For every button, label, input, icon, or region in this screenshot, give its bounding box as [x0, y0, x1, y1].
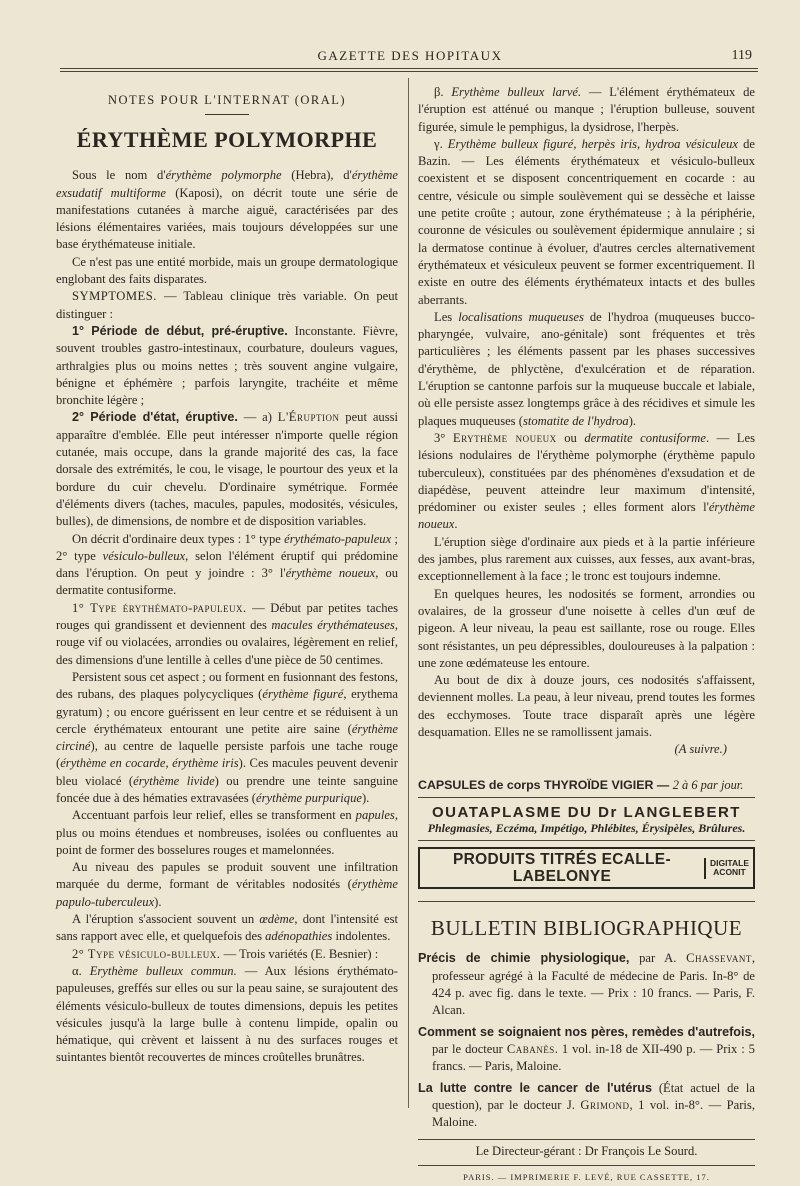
section-kicker: NOTES POUR L'INTERNAT (ORAL)	[107, 93, 347, 107]
paragraph-symptomes: SYMPTOMES. — Tableau clinique très variable. On peut distinguer :	[56, 289, 398, 321]
paragraph-nodosites: En quelques heures, les nodosités se forment, arrondies ou ovalaires, de la grosseur d'une noisette à celles d'un œuf de pigeon. A leur niveau, la peau est saillante, rose ou rouge. Elles sont résistantes, un peu dépressibles, douloureuses à la palpation : une zone œdémateuse les entoure.	[418, 586, 755, 670]
paragraph-definition: Ce n'est pas une entité morbide, mais un groupe dermatologique englobant des faits disparates.	[56, 254, 398, 287]
running-title: GAZETTE DES HOPITAUX	[317, 48, 503, 63]
paragraph-siege: L'éruption siège d'ordinaire aux pieds et à la partie inférieure des jambes, plus rarement aux cuisses, aux fesses, aux avant-bras, exceptionnellement à la face ; le tronc est toujours indemne.	[418, 534, 755, 584]
paragraph-types: On décrit d'ordinaire deux types : 1° type érythémato-papuleux ; 2° type vésiculo-bulleux, selon l'élément éruptif qui prédomine dans l'éruption. On peut y joindre : 3° l'érythème noueux, ou dermatite contusiforme.	[56, 531, 398, 598]
paragraph-papules: Accentuant parfois leur relief, elles se transforment en papules, plus ou moins étendues et nombreuses, isolées ou confluentes au point de former des bosselures rouges et mamelonnées.	[56, 808, 398, 857]
paragraph-intro: Sous le nom d'érythème polymorphe (Hebra), d'érythème exsudatif multiforme (Kaposi), on décrit toute une série de manifestations cutanées à marche aiguë, caractérisées par des lésions élémentaires variées, mais toujours développées sur une base érythémateuse initiale.	[56, 168, 399, 252]
left-column	[56, 84, 398, 1067]
symptomes-label: SYMPTOMES.	[72, 289, 157, 304]
ad-ecalle-labelonye	[418, 847, 755, 890]
biblio-entry: La lutte contre le cancer de l'utérus (État actuel de la question), par le docteur J. Grimond, 1 vol. in-8°. — Paris, Maloine.	[418, 1080, 755, 1130]
biblio-rule	[418, 901, 755, 902]
paragraph-gamma: γ. Erythème bulleux figuré, herpès iris, hydroa vésiculeux de Bazin. — Les éléments érythémateux et vésiculo-bulleux coexistent et se disposent concentriquement en cocarde : au centre, vésicule ou simple soulèvement qui se dessèche et laisse une petite croûte ; autour, zone érythémateuse ; à la périphérie, couronne de vésicules ou soulèvement épidermique annulaire ; si la dermatose continue à évoluer, d'autres cercles alternativement érythémateux et vésiculeux peuvent se former excentriquement. Il existe en outre des éléments érythémateux intacts et des bulles aberrants.	[418, 136, 755, 307]
article-title: ÉRYTHÈME POLYMORPHE	[76, 127, 378, 153]
paragraph-oedeme: A l'éruption s'associent souvent un œdème, dont l'intensité est sans rapport avec elle, et quelquefois des adénopathies indolentes.	[56, 912, 398, 944]
imprimerie-line: PARIS. — IMPRIMERIE F. LEVÉ, RUE CASSETTE, 17.	[418, 1165, 755, 1186]
paragraph-periode-debut: 1° Période de début, pré-éruptive. Inconstante. Fièvre, souvent troubles gastro-intestinaux, courbature, douleurs vagues, arthralgies plus ou moins nettes ; très souvent angine vulgaire, bénigne et éphémère ; parfois laryngite, trachéite et même bronchite légère ;	[56, 323, 398, 408]
page-header	[60, 48, 760, 70]
paragraph-alpha: α. Erythème bulleux commun. — Aux lésions érythémato-papuleuses, greffés sur elles ou sur la peau saine, se surajoutent des éléments vésiculo-bulleux de toutes dimensions, depuis les petites vésicules jusqu'à la large bulle à contenu limpide, opalin ou hématique, qui crèvent et laissent à nu des surfaces rouges et suintantes bientôt recouvertes de minces croûtelles brunâtres.	[56, 963, 398, 1065]
a-suivre: (A suivre.)	[674, 742, 727, 757]
ad-capsules-vigier: CAPSULES de corps THYROÏDE VIGIER — 2 à 6 par jour.	[418, 777, 755, 798]
header-rule	[60, 68, 758, 72]
paragraph-type-1: 1° Type érythémato-papuleux. — Début par petites taches rouges qui grandissent et deviennent des macules érythémateuses, rouge vif ou violacées, arrondies ou ovalaires, légèrement en relief, des dimensions d'une lentille à celles d'une pièce de 50 centimes.	[56, 600, 398, 667]
paragraph-infiltration: Au niveau des papules se produit souvent une infiltration marquée du derme, formant de véritables nodosités (érythème papulo-tuberculeux).	[56, 860, 398, 909]
paragraph-localisations: Les localisations muqueuses de l'hydroa (muqueuses bucco-pharyngée, vulvaire, ano-génitale) sont fréquentes et très particulières ; les éléments passent par les phases successives d'érythème, de phlyctène, d'exulcération et de réparation. L'éruption se cantonne parfois sur la muqueuse buccale et labiale, où elle persiste assez longtemps grâce à des récidives et simule les plaques muqueuses (stomatite de l'hydroa).	[418, 309, 755, 428]
directeur-gerant: Le Directeur-gérant : Dr François Le Sourd.	[418, 1139, 755, 1160]
paragraph-type-3: 3° Erythème noueux ou dermatite contusiforme. — Les lésions nodulaires de l'érythème polymorphe (érythème papulo tuberculeux), constituées par des phénomènes d'exsudation et de diapédèse, peuvent atteindre leur maximum d'intensité, prédominer ou exister seules ; elles forment alors l'érythème noueux.	[418, 430, 755, 532]
paragraph-persistent: Persistent sous cet aspect ; ou forment en fusionnant des festons, des rubans, des plaques polycycliques (érythème figuré, erythema gyratum) ; ou encore guérissent en leur centre et se réduisent à un cercle érythémateux entourant une petite aire saine (érythème circiné), au centre de laquelle persiste parfois une tache rouge (érythème en cocarde, érythème iris). Ces macules peuvent devenir bleu violacé (érythème livide) ou prendre une teinte sanguine foncée due à des hématies extravasées (érythème purpurique).	[56, 669, 399, 805]
paragraph-type-2: 2° Type vésiculo-bulleux. — Trois variétés (E. Besnier) :	[72, 946, 379, 961]
paragraph-evolution: Au bout de dix à douze jours, ces nodosités s'affaissent, deviennent molles. La peau, à leur niveau, prend toutes les formes des ecchymoses. Toute trace disparaît après une légère desquamation. Elles ne se ramollissent jamais.	[418, 673, 755, 739]
biblio-entry: Comment se soignaient nos pères, remèdes d'autrefois, par le docteur Cabanès. 1 vol. in-18 de XII-490 p. — Prix : 5 francs. — Paris, Maloine.	[418, 1024, 755, 1074]
paragraph-periode-etat: 2° Période d'état, éruptive. — a) L'Éruption peut aussi apparaître d'emblée. Elle peut intéresser n'importe quelle région cutanée, mais occupe, dans la grande majorité des cas, la face dorsale des extrémités, le cou, le visage, le pourtour des yeux et la bordure du cuir chevelu. D'ordinaire symétrique. Formée d'éléments divers (taches, macules, papules, modosités, vésicules, bulles), de dimensions, de nombre et de disposition variables.	[56, 410, 399, 529]
ad-ecalle-side: DIGITALE ACONIT	[704, 858, 753, 879]
ad-ouataplasme-title: OUATAPLASME DU Dr LANGLEBERT	[432, 803, 741, 821]
right-column	[418, 84, 755, 1186]
ad-ecalle-main: PRODUITS TITRÉS ECALLE-LABELONYE	[453, 850, 671, 886]
page-number: 119	[731, 48, 752, 63]
biblio-entry: Précis de chimie physiologique, par A. Chassevant, professeur agrégé à la Faculté de médecine de Paris. In-8° de 424 p. avec fig. dans le texte. — Prix : 10 francs. — Paris, F. Alcan.	[418, 951, 755, 1018]
paragraph-beta: β. Erythème bulleux larvé. — L'élément érythémateux de l'éruption est atténué ou manque ; l'éruption bulleuse, souvent figurée, simule le pemphigus, la dysidrose, l'herpès.	[418, 85, 755, 134]
ad-ouataplasme-subtitle: Phlegmasies, Eczéma, Impétigo, Phlébites, Érysipèles, Brûlures.	[418, 821, 755, 841]
biblio-title: BULLETIN BIBLIOGRAPHIQUE	[430, 916, 743, 941]
column-separator	[408, 78, 409, 1108]
kicker-rule	[205, 114, 249, 115]
